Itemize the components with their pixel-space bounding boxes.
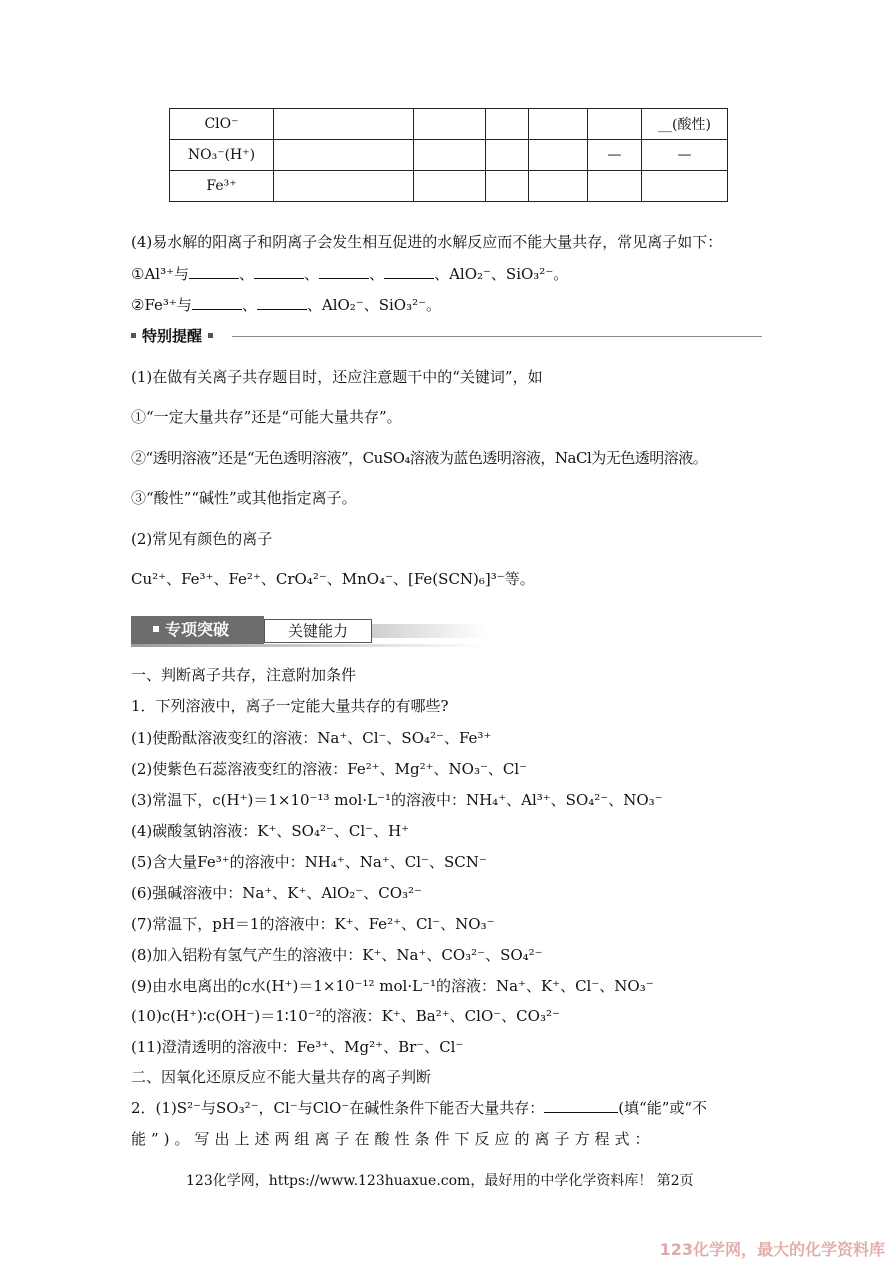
table-cell	[414, 140, 486, 171]
separator: 、	[241, 296, 257, 314]
list-item: (9)由水电离出的c水(H⁺)＝1×10⁻¹² mol·L⁻¹的溶液：Na⁺、K⁺、Cl⁻、NO₃⁻	[131, 977, 654, 995]
tip-title: 特别提醒	[142, 327, 203, 345]
separator: 、	[239, 265, 255, 283]
list-item: (3)常温下，c(H⁺)＝1×10⁻¹³ mol·L⁻¹的溶液中：NH₄⁺、Al³⁺、SO₄²⁻、NO₃⁻	[131, 791, 663, 809]
table-cell	[486, 140, 529, 171]
table-cell	[588, 109, 642, 140]
tip-p3: ②“透明溶液”还是“无色透明溶液”，CuSO₄溶液为蓝色透明溶液，NaCl为无色透明溶液。	[131, 449, 708, 467]
answer-blank	[189, 264, 239, 279]
square-bullet-icon	[131, 333, 136, 338]
answer-blank	[257, 295, 307, 310]
table-cell	[414, 171, 486, 202]
banner-left	[131, 616, 264, 644]
tip-p6: Cu²⁺、Fe³⁺、Fe²⁺、CrO₄²⁻、MnO₄⁻、[Fe(SCN)₆]³⁻等。	[131, 570, 535, 588]
table-cell: __(酸性)	[642, 109, 728, 140]
table-cell: NO₃⁻(H⁺)	[170, 140, 274, 171]
line2-prefix: ②Fe³⁺与	[131, 296, 192, 314]
table-cell	[486, 109, 529, 140]
section4-line1	[131, 263, 568, 285]
table-cell	[486, 171, 529, 202]
watermark: 123化学网，最大的化学资料库	[659, 1240, 885, 1259]
page-footer: 123化学网，https://www.123huaxue.com，最好用的中学化学资料库！ 第2页	[186, 1173, 694, 1189]
list-item: (10)c(H⁺)∶c(OH⁻)＝1∶10⁻²的溶液：K⁺、Ba²⁺、ClO⁻、CO₃²⁻	[131, 1007, 560, 1025]
table-cell	[588, 171, 642, 202]
answer-blank	[192, 295, 242, 310]
banner-fade	[372, 624, 486, 638]
section-banner	[131, 616, 486, 644]
table-cell	[529, 140, 588, 171]
table-row	[170, 109, 728, 140]
table-cell	[274, 109, 414, 140]
table-cell: Fe³⁺	[170, 171, 274, 202]
part1-heading: 一、判断离子共存，注意附加条件	[131, 666, 357, 684]
table-cell: —	[588, 140, 642, 171]
line1-prefix: ①Al³⁺与	[131, 265, 190, 283]
question-2-text: 2．(1)S²⁻与SO₃²⁻，Cl⁻与ClO⁻在碱性条件下能否大量共存：	[131, 1099, 545, 1117]
tip-p5: (2)常见有颜色的离子	[131, 530, 273, 548]
banner-left-label: 专项突破	[165, 620, 230, 639]
divider	[232, 336, 762, 337]
section4-intro: (4)易水解的阳离子和阴离子会发生相互促进的水解反应而不能大量共存，常见离子如下：	[131, 233, 723, 251]
answer-blank	[544, 1098, 618, 1113]
tip-p4: ③“酸性”“碱性”或其他指定离子。	[131, 489, 357, 507]
question-1: 1．下列溶液中，离子一定能大量共存的有哪些?	[131, 697, 449, 715]
list-item: (1)使酚酞溶液变红的溶液：Na⁺、Cl⁻、SO₄²⁻、Fe³⁺	[131, 729, 492, 747]
separator: 、	[369, 265, 385, 283]
list-item: (5)含大量Fe³⁺的溶液中：NH₄⁺、Na⁺、Cl⁻、SCN⁻	[131, 853, 487, 871]
square-bullet-icon	[153, 626, 159, 632]
answer-blank	[254, 264, 304, 279]
table-row	[170, 140, 728, 171]
ion-table	[169, 108, 728, 202]
table-cell	[274, 171, 414, 202]
tip-heading	[131, 325, 213, 346]
table-cell	[529, 171, 588, 202]
table-row	[170, 171, 728, 202]
table-cell	[529, 109, 588, 140]
list-item: (8)加入铝粉有氢气产生的溶液中：K⁺、Na⁺、CO₃²⁻、SO₄²⁻	[131, 946, 543, 964]
list-item: (7)常温下，pH＝1的溶液中：K⁺、Fe²⁺、Cl⁻、NO₃⁻	[131, 915, 495, 933]
table-cell: ClO⁻	[170, 109, 274, 140]
question-2-line2: 能”)。写出上述两组离子在酸性条件下反应的离子方程式：	[131, 1130, 655, 1148]
table-cell	[274, 140, 414, 171]
table-cell	[414, 109, 486, 140]
part2-heading: 二、因氧化还原反应不能大量共存的离子判断	[131, 1068, 432, 1086]
table-cell: —	[642, 140, 728, 171]
list-item: (11)澄清透明的溶液中：Fe³⁺、Mg²⁺、Br⁻、Cl⁻	[131, 1038, 464, 1056]
answer-blank	[384, 264, 434, 279]
banner-underline	[131, 644, 486, 647]
square-bullet-icon	[208, 333, 213, 338]
tip-p1: (1)在做有关离子共存题目时，还应注意题干中的“关键词”，如	[131, 368, 543, 386]
section4-line2	[131, 294, 441, 316]
table-cell	[642, 171, 728, 202]
banner-right: 关键能力	[264, 619, 372, 643]
list-item: (2)使紫色石蕊溶液变红的溶液：Fe²⁺、Mg²⁺、NO₃⁻、Cl⁻	[131, 760, 528, 778]
tip-p2: ①“一定大量共存”还是“可能大量共存”。	[131, 408, 402, 426]
line1-suffix: 、AlO₂⁻、SiO₃²⁻。	[434, 265, 569, 283]
separator: 、	[304, 265, 320, 283]
answer-blank	[319, 264, 369, 279]
list-item: (4)碳酸氢钠溶液：K⁺、SO₄²⁻、Cl⁻、H⁺	[131, 822, 410, 840]
question-2-line1	[131, 1097, 707, 1119]
line2-suffix: 、AlO₂⁻、SiO₃²⁻。	[306, 296, 442, 314]
list-item: (6)强碱溶液中：Na⁺、K⁺、AlO₂⁻、CO₃²⁻	[131, 884, 422, 902]
question-2-hint: (填“能”或“不	[618, 1099, 708, 1117]
